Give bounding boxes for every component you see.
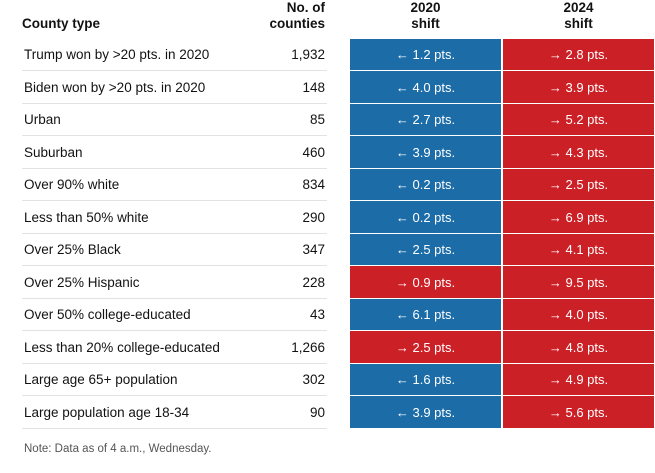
- cell-2024-shift: → 4.0 pts.: [503, 298, 654, 331]
- table-row: [22, 396, 654, 429]
- table-row: [22, 201, 654, 234]
- cell-2020-shift: ← 6.1 pts.: [350, 298, 501, 331]
- cell-no-of-counties: 148: [252, 71, 327, 104]
- table-row: [22, 298, 654, 331]
- cell-spacer: [327, 168, 350, 201]
- cell-2024-shift: → 2.5 pts.: [503, 168, 654, 201]
- cell-2020-shift: ← 1.2 pts.: [350, 39, 501, 71]
- table-row: [22, 71, 654, 104]
- cell-county-type: Over 25% Hispanic: [22, 266, 252, 299]
- chart-note: Note: Data as of 4 a.m., Wednesday.: [24, 442, 212, 455]
- cell-2020-shift: ← 3.9 pts.: [350, 136, 501, 169]
- column-header-2020-year: 2020: [410, 0, 441, 15]
- column-header-no-of-counties: No. of counties: [269, 0, 325, 31]
- cell-2024-shift: → 5.2 pts.: [503, 103, 654, 136]
- column-header-2024-year: 2024: [563, 0, 594, 15]
- cell-no-of-counties: 1,266: [252, 331, 327, 364]
- cell-county-type: Less than 20% college-educated: [22, 331, 252, 364]
- cell-spacer: [327, 103, 350, 136]
- cell-no-of-counties: 43: [252, 298, 327, 331]
- cell-county-type: Suburban: [22, 136, 252, 169]
- table-header: [22, 0, 654, 39]
- cell-county-type: Over 50% college-educated: [22, 298, 252, 331]
- cell-county-type: Biden won by >20 pts. in 2020: [22, 71, 252, 104]
- county-shift-table: [22, 0, 654, 429]
- column-header-2024-shift-label: shift: [564, 15, 593, 31]
- cell-no-of-counties: 834: [252, 168, 327, 201]
- cell-2024-shift: → 4.3 pts.: [503, 136, 654, 169]
- cell-county-type: Over 90% white: [22, 168, 252, 201]
- table-row: [22, 103, 654, 136]
- cell-no-of-counties: 85: [252, 103, 327, 136]
- cell-county-type: Large population age 18-34: [22, 396, 252, 429]
- cell-2020-shift: ← 0.2 pts.: [350, 168, 501, 201]
- cell-spacer: [327, 201, 350, 234]
- table-row: [22, 136, 654, 169]
- cell-2024-shift: → 5.6 pts.: [503, 396, 654, 429]
- cell-county-type: Urban: [22, 103, 252, 136]
- cell-spacer: [327, 331, 350, 364]
- cell-2020-shift: ← 1.6 pts.: [350, 363, 501, 396]
- table-body: [22, 39, 654, 429]
- column-header-2020-shift: [350, 0, 501, 39]
- cell-no-of-counties: 347: [252, 233, 327, 266]
- cell-2024-shift: → 4.9 pts.: [503, 363, 654, 396]
- cell-spacer: [327, 71, 350, 104]
- cell-county-type: Over 25% Black: [22, 233, 252, 266]
- cell-no-of-counties: 290: [252, 201, 327, 234]
- cell-no-of-counties: 302: [252, 363, 327, 396]
- column-header-2024-shift: [503, 0, 654, 39]
- cell-2020-shift: → 2.5 pts.: [350, 331, 501, 364]
- cell-spacer: [327, 136, 350, 169]
- header-gap: [327, 0, 350, 39]
- cell-2024-shift: → 9.5 pts.: [503, 266, 654, 299]
- table-row: [22, 331, 654, 364]
- cell-2020-shift: ← 4.0 pts.: [350, 71, 501, 104]
- cell-no-of-counties: 1,932: [252, 39, 327, 71]
- cell-2020-shift: ← 2.5 pts.: [350, 233, 501, 266]
- cell-2024-shift: → 2.8 pts.: [503, 39, 654, 71]
- cell-2024-shift: → 4.1 pts.: [503, 233, 654, 266]
- cell-spacer: [327, 233, 350, 266]
- cell-2020-shift: → 0.9 pts.: [350, 266, 501, 299]
- cell-spacer: [327, 396, 350, 429]
- column-header-2020-shift-label: shift: [411, 15, 440, 31]
- cell-2024-shift: → 4.8 pts.: [503, 331, 654, 364]
- table-row: [22, 363, 654, 396]
- cell-no-of-counties: 460: [252, 136, 327, 169]
- cell-spacer: [327, 39, 350, 71]
- cell-county-type: Large age 65+ population: [22, 363, 252, 396]
- cell-spacer: [327, 363, 350, 396]
- cell-no-of-counties: 90: [252, 396, 327, 429]
- cell-spacer: [327, 298, 350, 331]
- cell-2024-shift: → 6.9 pts.: [503, 201, 654, 234]
- cell-no-of-counties: 228: [252, 266, 327, 299]
- table-row: [22, 39, 654, 71]
- cell-county-type: Trump won by >20 pts. in 2020: [22, 39, 252, 71]
- cell-county-type: Less than 50% white: [22, 201, 252, 234]
- table-row: [22, 168, 654, 201]
- table-row: [22, 233, 654, 266]
- cell-2020-shift: ← 0.2 pts.: [350, 201, 501, 234]
- cell-2024-shift: → 3.9 pts.: [503, 71, 654, 104]
- cell-2020-shift: ← 3.9 pts.: [350, 396, 501, 429]
- table-row: [22, 266, 654, 299]
- cell-2020-shift: ← 2.7 pts.: [350, 103, 501, 136]
- column-header-county-type: County type: [22, 15, 101, 31]
- cell-spacer: [327, 266, 350, 299]
